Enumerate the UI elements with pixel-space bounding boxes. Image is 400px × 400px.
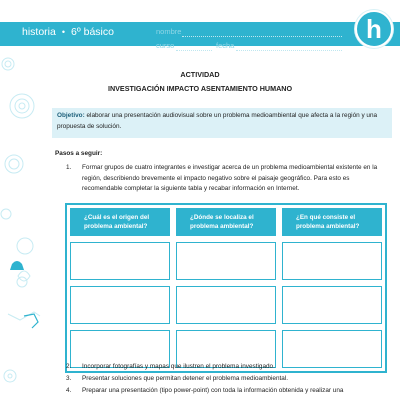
field-line-curso: [176, 50, 212, 51]
activity-subtitle: INVESTIGACIÓN IMPACTO ASENTAMIENTO HUMANO: [107, 84, 293, 93]
table-header-location: ¿Dónde se localiza el problema ambiental?: [173, 205, 279, 239]
step-item: [66, 163, 391, 195]
field-line-nombre: [182, 36, 342, 37]
step-number: 2.: [66, 363, 72, 370]
activity-title: ACTIVIDAD: [180, 70, 220, 79]
step-item: [66, 362, 391, 372]
objective-label: Objetivo:: [57, 112, 85, 119]
step-text: Incorporar fotografías y mapas que ilustren el problema investigado.: [82, 363, 275, 370]
step-number: 1.: [66, 164, 72, 171]
steps-heading: Pasos a seguir:: [55, 150, 103, 157]
table-header-origin: ¿Cuál es el origen del problema ambiental?: [67, 205, 173, 239]
breadcrumb: [22, 26, 114, 38]
table-cell[interactable]: [67, 239, 173, 283]
brand-logo: h: [355, 10, 393, 48]
objective-box: [52, 108, 392, 138]
step-text: Preparar una presentación (tipo power-point) con toda la información obtenida y realizar una: [82, 387, 344, 394]
research-table: [65, 203, 387, 373]
decorative-sidebar: [0, 46, 50, 400]
field-label-nombre: nombre: [156, 27, 182, 36]
field-label-curso: curso: [156, 41, 175, 50]
table-cell[interactable]: [67, 283, 173, 327]
step-number: 3.: [66, 375, 72, 382]
table-cell[interactable]: [279, 239, 385, 283]
objective-text: elaborar una presentación audiovisual sobre un problema medioambiental que afecta a la región y una propuesta de solución.: [57, 112, 378, 130]
crumb-separator: •: [61, 27, 66, 37]
step-text: Formar grupos de cuatro integrantes e investigar acerca de un problema medioambiental existente en la región, describiendo brevemente el impacto negativo sobre el paisaje geográfico. Para esto es recomendable completar la siguiente tabla y recabar información en Internet.: [82, 164, 378, 192]
crumb-grade: 6º básico: [71, 26, 114, 38]
table-cell[interactable]: [279, 283, 385, 327]
crumb-subject: historia: [22, 26, 56, 38]
table-cell[interactable]: [173, 239, 279, 283]
table-header-description: ¿En qué consiste el problema ambiental?: [279, 205, 385, 239]
step-item: [66, 374, 391, 384]
step-item: [66, 386, 391, 396]
table-row: [67, 283, 385, 327]
field-line-fecha: [236, 50, 342, 51]
table-row: [67, 239, 385, 283]
field-label-fecha: fecha: [216, 41, 235, 50]
step-number: 4.: [66, 387, 72, 394]
step-text: Presentar soluciones que permitan detener el problema medioambiental.: [82, 375, 289, 382]
table-cell[interactable]: [173, 283, 279, 327]
